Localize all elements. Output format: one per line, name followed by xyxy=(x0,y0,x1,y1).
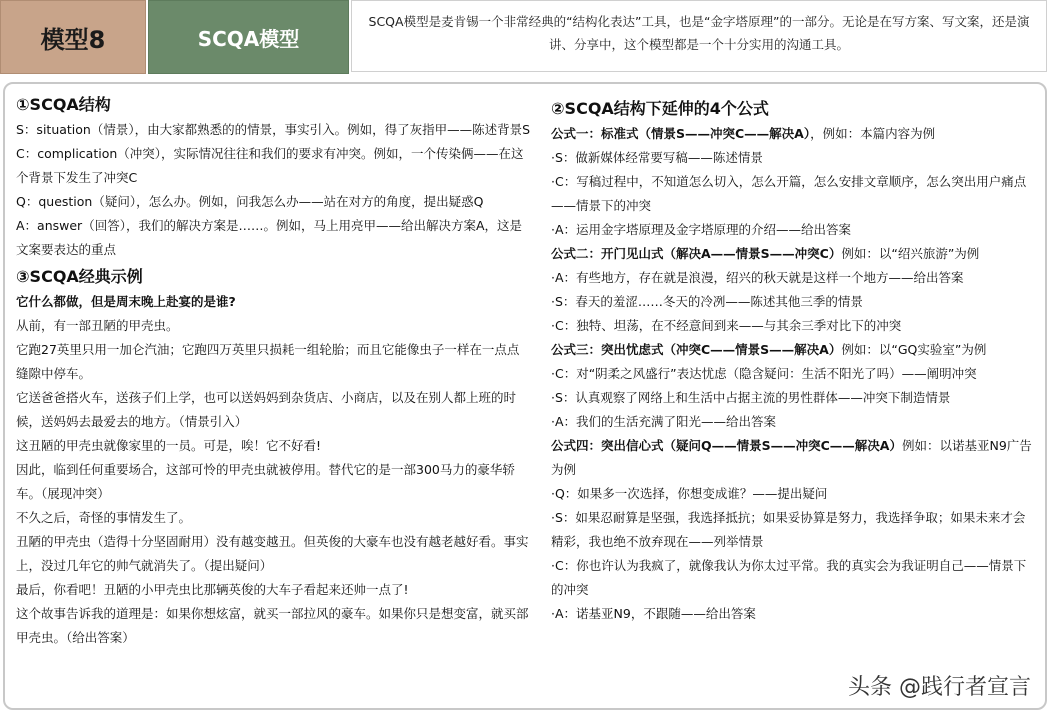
formula-4-example: 例如：以诺基亚N9广告为例 xyxy=(551,438,1032,477)
formula-2-example: 例如：以“绍兴旅游”为例 xyxy=(841,246,980,261)
example-line: 这丑陋的甲壳虫就像家里的一员。可是，唉！它不好看! xyxy=(16,438,322,453)
right-column xyxy=(551,96,1036,626)
example-line: 从前，有一部丑陋的甲壳虫。 xyxy=(16,318,179,333)
formula-3-line: ·S：认真观察了网络上和生活中占据主流的男性群体——冲突下制造情景 xyxy=(551,390,951,405)
formula-1-line: ·A：运用金字塔原理及金字塔原理的介绍——给出答案 xyxy=(551,222,852,237)
formula-3-line: ·C：对“阴柔之风盛行”表达忧虑（隐含疑问：生活不阳光了吗）——阐明冲突 xyxy=(551,366,977,381)
formulas-title: ②SCQA结构下延伸的4个公式 xyxy=(551,99,769,118)
model-name-label: SCQA模型 xyxy=(148,0,349,74)
formula-3-name: 公式三：突出忧虑式（冲突C——情景S——解决A） xyxy=(551,342,842,357)
example-question: 它什么都做，但是周末晚上赴宴的是谁? xyxy=(16,294,236,309)
formula-4-line: ·A：诺基亚N9，不跟随——给出答案 xyxy=(551,606,756,621)
formula-1-line: ·S：做新媒体经常要写稿——陈述情景 xyxy=(551,150,763,165)
formula-4-name: 公式四：突出信心式（疑问Q——情景S——冲突C——解决A） xyxy=(551,438,902,453)
formula-4-line: ·S：如果忍耐算是坚强，我选择抵抗；如果妥协算是努力，我选择争取；如果未来才会精彩，我也绝不放弃现在——列举情景 xyxy=(551,510,1026,549)
formula-1-heading xyxy=(551,122,1036,146)
formula-2-line: ·A：有些地方，存在就是浪漫，绍兴的秋天就是这样一个地方——给出答案 xyxy=(551,270,964,285)
structure-line-q: Q：question（疑问），怎么办。例如，问我怎么办——站在对方的角度，提出疑惑Q xyxy=(16,194,484,209)
example-line: 它送爸爸搭火车，送孩子们上学，也可以送妈妈到杂货店、小商店，以及在别人都上班的时候，送妈妈去最爱去的地方。（情景引入） xyxy=(16,390,517,429)
structure-title: ①SCQA结构 xyxy=(16,95,111,114)
formula-2-heading xyxy=(551,242,1036,266)
formula-3-heading xyxy=(551,338,1036,362)
model-intro: SCQA模型是麦肯锡一个非常经典的“结构化表达”工具，也是“金字塔原理”的一部分。无论是在写方案、写文案，还是演讲、分享中，这个模型都是一个十分实用的沟通工具。 xyxy=(351,0,1047,72)
formula-2-name: 公式二：开门见山式（解决A——情景S——冲突C） xyxy=(551,246,842,261)
formula-1-name: 公式一：标准式（情景S——冲突C——解决A） xyxy=(551,126,811,141)
example-line: 最后，你看吧！丑陋的小甲壳虫比那辆英俊的大车子看起来还帅一点了! xyxy=(16,582,409,597)
example-line: 它跑27英里只用一加仑汽油；它跑四万英里只损耗一组轮胎；而且它能像虫子一样在一点点缝隙中停车。 xyxy=(16,342,520,381)
formula-1-example: ，例如：本篇内容为例 xyxy=(810,126,936,141)
formula-1-line: ·C：写稿过程中，不知道怎么切入，怎么开篇，怎么安排文章顺序，怎么突出用户痛点——情景下的冲突 xyxy=(551,174,1027,213)
example-line: 因此，临到任何重要场合，这部可怜的甲壳虫就被停用。替代它的是一部300马力的豪华轿车。（展现冲突） xyxy=(16,462,515,501)
example-title: ③SCQA经典示例 xyxy=(16,267,143,286)
formula-2-line: ·S：春天的羞涩……冬天的冷冽——陈述其他三季的情景 xyxy=(551,294,863,309)
model-number-label: 模型8 xyxy=(0,0,146,74)
watermark: 头条 @践行者宣言 xyxy=(848,675,1031,700)
header xyxy=(0,0,1051,76)
structure-line-a: A：answer（回答），我们的解决方案是……。例如，马上用亮甲——给出解决方案A，这是文案要表达的重点 xyxy=(16,218,523,257)
example-line: 不久之后，奇怪的事情发生了。 xyxy=(16,510,192,525)
formula-4-line: ·Q：如果多一次选择，你想变成谁？——提出疑问 xyxy=(551,486,828,501)
left-column xyxy=(16,92,531,650)
formula-3-example: 例如：以“GQ实验室”为例 xyxy=(841,342,987,357)
structure-line-c: C：complication（冲突），实际情况往往和我们的要求有冲突。例如，一个传染俩——在这个背景下发生了冲突C xyxy=(16,146,524,185)
formula-4-line: ·C：你也许认为我疯了，就像我认为你太过平常。我的真实会为我证明自己——情景下的冲突 xyxy=(551,558,1027,597)
formula-4-heading xyxy=(551,434,1036,482)
formula-2-line: ·C：独特、坦荡，在不经意间到来——与其余三季对比下的冲突 xyxy=(551,318,902,333)
example-line: 这个故事告诉我的道理是：如果你想炫富，就买一部拉风的豪车。如果你只是想变富，就买部甲壳虫。（给出答案） xyxy=(16,606,529,645)
example-line: 丑陋的甲壳虫（造得十分坚固耐用）没有越变越丑。但英俊的大豪车也没有越老越好看。事实上，没过几年它的帅气就消失了。（提出疑问） xyxy=(16,534,529,573)
formula-3-line: ·A：我们的生活充满了阳光——给出答案 xyxy=(551,414,777,429)
structure-line-s: S：situation（情景），由大家都熟悉的的情景，事实引入。例如，得了灰指甲——陈述背景S xyxy=(16,122,531,137)
